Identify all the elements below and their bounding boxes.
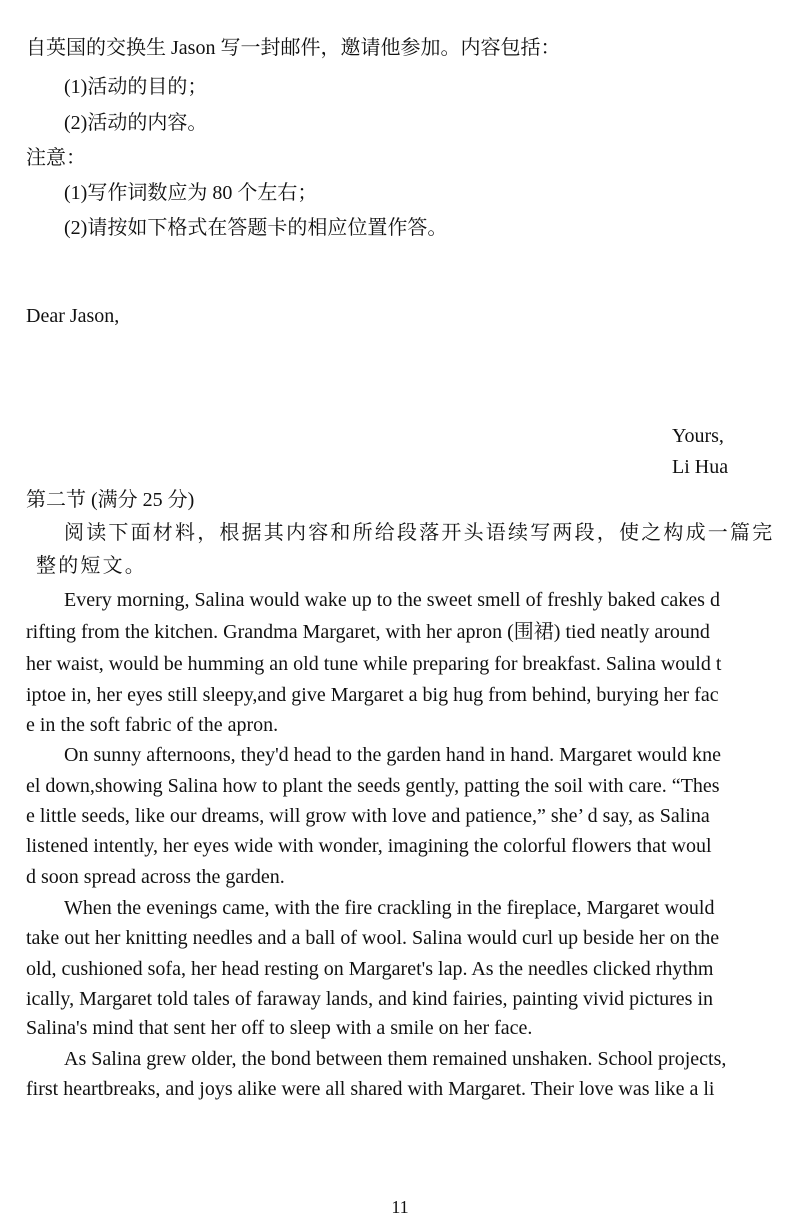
page-number: 11 [391,1197,409,1217]
passage-line: first heartbreaks, and joys alike were all shared with Margaret. Their love was like a li [26,1078,715,1100]
passage-line: her waist, would be humming an old tune while preparing for breakfast. Salina would t [26,653,722,675]
passage-line: On sunny afternoons, they'd head to the garden hand in hand. Margaret would kne [64,744,721,766]
letter-closing: Yours, [672,425,724,447]
passage-line: e in the soft fabric of the apron. [26,714,279,736]
passage-line: When the evenings came, with the fire crackling in the fireplace, Margaret would [64,897,715,919]
passage-line: Every morning, Salina would wake up to the sweet smell of freshly baked cakes d [64,589,720,611]
passage-line: iptoe in, her eyes still sleepy,and give Margaret a big hug from behind, burying her fac [26,684,719,706]
passage-line: old, cushioned sofa, her head resting on Margaret's lap. As the needles clicked rhythm [26,958,714,980]
passage-line: e little seeds, like our dreams, will grow with love and patience,” she’ d say, as Salina [26,805,710,827]
passage-line: Salina's mind that sent her off to sleep with a smile on her face. [26,1017,533,1039]
note-1: (1)写作词数应为 80 个左右； [64,182,318,204]
passage-line: listened intently, her eyes wide with wonder, imagining the colorful flowers that woul [26,835,712,857]
passage-line: rifting from the kitchen. Grandma Margaret, with her apron (围裙) tied neatly around [26,621,710,643]
letter-signature: Li Hua [672,456,729,478]
note-label: 注意： [26,147,86,169]
passage-line: d soon spread across the garden. [26,866,285,888]
note-2: (2)请按如下格式在答题卡的相应位置作答。 [64,217,448,239]
task-intro: 自英国的交换生 Jason 写一封邮件，邀请他参加。内容包括： [26,37,561,59]
passage-line: As Salina grew older, the bond between them remained unshaken. School projects, [64,1048,727,1070]
section-heading: 第二节 (满分 25 分) [26,489,195,511]
letter-greeting: Dear Jason, [26,305,120,327]
passage-line: el down,showing Salina how to plant the seeds gently, patting the soil with care. “Thes [26,775,720,797]
section-instruction-1: 阅读下面材料，根据其内容和所给段落开头语续写两段，使之构成一篇完 [64,522,775,544]
section-instruction-2: 整的短文。 [36,555,147,577]
task-item-2: (2)活动的内容。 [64,112,208,134]
task-item-1: (1)活动的目的； [64,76,208,98]
passage-line: ically, Margaret told tales of faraway lands, and kind fairies, painting vivid pictures in [26,988,714,1010]
passage-line: take out her knitting needles and a ball of wool. Salina would curl up beside her on the [26,927,720,949]
